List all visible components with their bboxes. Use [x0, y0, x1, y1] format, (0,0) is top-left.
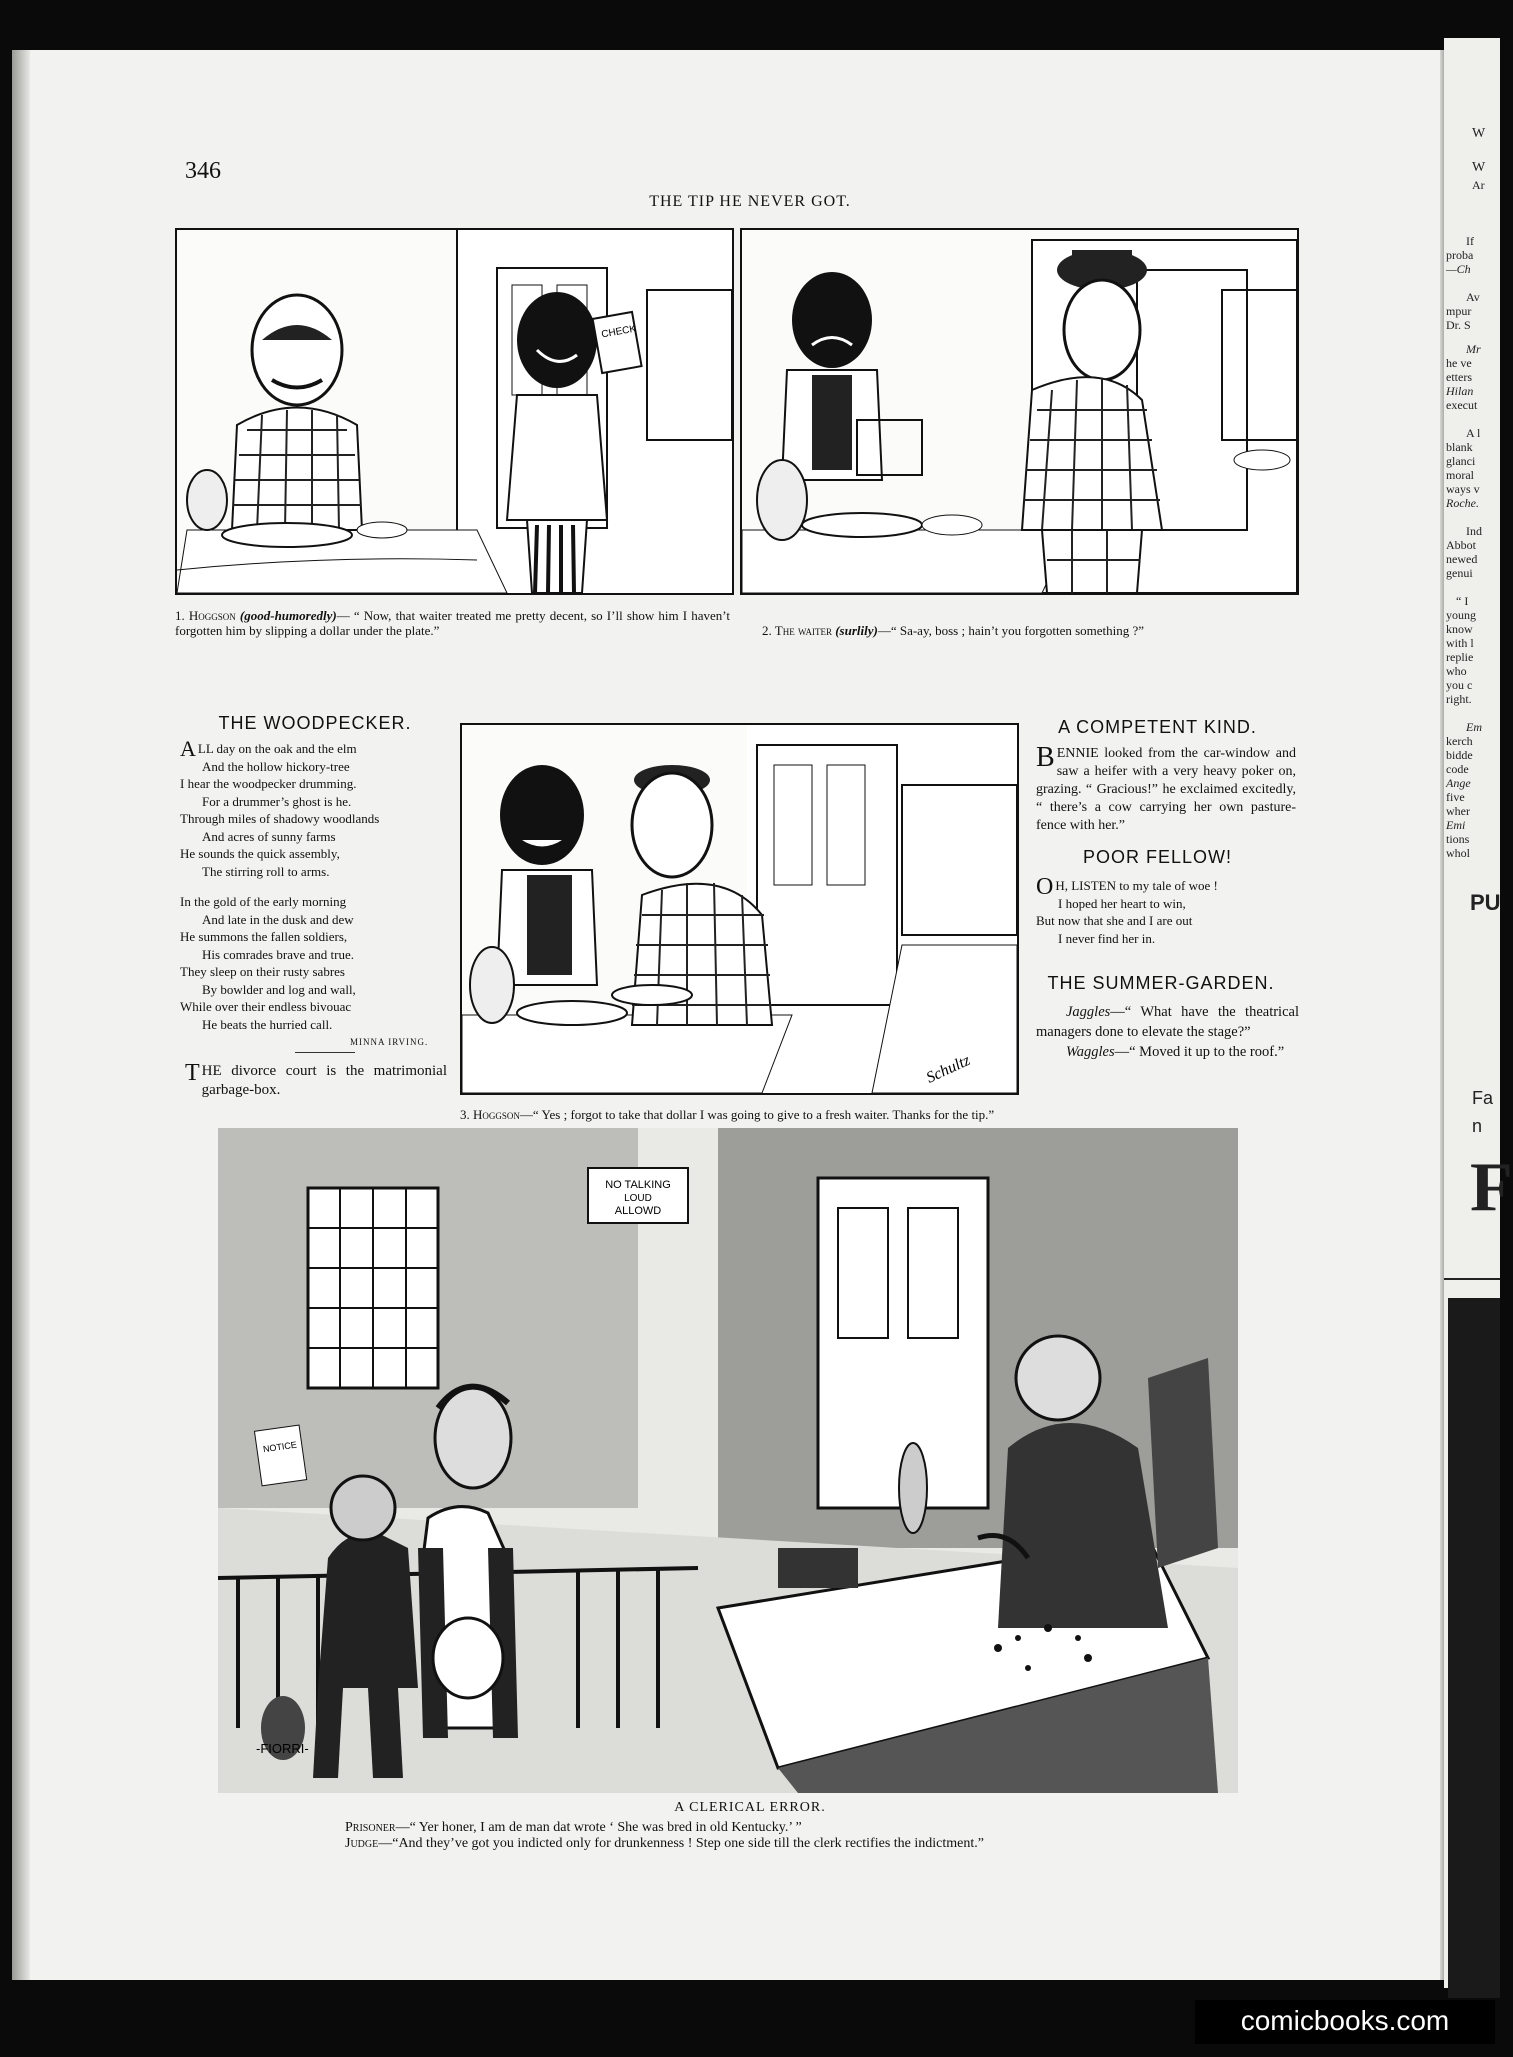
fragment: you c [1446, 678, 1473, 692]
drop-cap: O [1036, 874, 1054, 900]
poem-line: He summons the fallen soldiers, [180, 929, 348, 944]
fragment: tions [1446, 832, 1470, 846]
poem-title: THE WOODPECKER. [218, 713, 412, 733]
comic-panel-2 [740, 228, 1299, 595]
sign-line: LOUD [624, 1193, 652, 1204]
poem-line: In the gold of the early morning [180, 894, 347, 909]
joke-text: —“ What have the theatrical managers done to elevate the stage?” [1036, 1004, 1299, 1040]
poem-line: And the hollow hickory-tree [202, 758, 350, 774]
cartoon-dialog-prisoner [345, 1819, 802, 1836]
fragment: Mr [1466, 342, 1481, 356]
article-title: A COMPETENT KIND. [1058, 717, 1257, 737]
fragment: A l [1466, 426, 1481, 440]
comic-panel-3 [460, 723, 1019, 1095]
caption-panel-1 [175, 608, 730, 638]
fragment: young [1446, 608, 1476, 622]
fragment: execut [1446, 398, 1478, 412]
fragment: genui [1446, 566, 1473, 580]
fragment: kerch [1446, 734, 1473, 748]
fragment: —Ch [1446, 262, 1471, 276]
fragment: If [1466, 234, 1474, 248]
fragment: etters [1446, 370, 1472, 384]
caption-text: —“ Sa-ay, boss ; hain’t you forgotten something ?” [877, 623, 1145, 638]
divorce-joke [185, 1062, 447, 1100]
caption-speaker: 3. Hoggson [460, 1107, 520, 1122]
fragment: Fa [1472, 1088, 1494, 1108]
page-number: 346 [185, 158, 221, 184]
caption-text: — “ Now, that waiter treated me pretty decent, so I’ll show him I haven’t forgotten him by slipping a dollar under the plate.” [175, 608, 730, 638]
fragment: with l [1446, 636, 1474, 650]
fragment: Em [1466, 720, 1482, 734]
fragment: wher [1446, 804, 1470, 818]
fragment: Abbot [1446, 538, 1476, 552]
poem-line: He beats the hurried call. [202, 1016, 333, 1032]
fragment: who [1446, 664, 1467, 678]
fragment: ways v [1446, 482, 1480, 496]
poem-line: I hoped her heart to win, [1058, 895, 1186, 911]
fragment: Roche. [1446, 496, 1479, 510]
poem-line: H, LISTEN to my tale of woe ! [1055, 878, 1218, 893]
fragment: Emi [1446, 818, 1466, 832]
caption-manner: (good-humoredly) [239, 608, 337, 623]
poem-author: MINNA IRVING. [350, 1037, 429, 1047]
caption-speaker: 2. The waiter [762, 623, 832, 638]
cartoon-dialog-judge [345, 1835, 984, 1852]
article-title: THE SUMMER-GARDEN. [1047, 973, 1275, 993]
courtroom-cartoon [218, 1128, 1238, 1793]
caption-panel-2 [762, 623, 1302, 638]
fragment: whol [1446, 846, 1470, 860]
drop-cap: B [1036, 742, 1055, 773]
speaker-name: Waggles [1066, 1044, 1115, 1060]
fragment: newed [1446, 552, 1478, 566]
fragment: replie [1446, 650, 1474, 664]
poem-line: And late in the dusk and dew [202, 911, 354, 927]
summer-garden-joke [1036, 1002, 1299, 1062]
fragment: Dr. S [1446, 318, 1471, 332]
fragment: n [1472, 1116, 1483, 1136]
drop-cap: T [185, 1060, 200, 1086]
dialog-text: —“ Yer honer, I am de man dat wrote ‘ She was bred in old Kentucky.’ ” [395, 1820, 802, 1835]
site-watermark: comicbooks.com [1240, 2005, 1450, 2036]
poem-line: They sleep on their rusty sabres [180, 964, 345, 979]
fragment: blank [1446, 440, 1473, 454]
caption-speaker: 1. Hoggson [175, 608, 236, 623]
notice-text: NOTICE [262, 1439, 298, 1455]
fragment: F [1470, 1149, 1513, 1226]
artist-signature: -FIORRI- [256, 1741, 309, 1756]
fragment: glanci [1446, 454, 1476, 468]
running-title: THE TIP HE NEVER GOT. [649, 193, 851, 210]
woodpecker-poem [180, 736, 455, 1033]
facing-page-fragment [1444, 38, 1513, 1988]
sign-line: ALLOWD [614, 1205, 662, 1217]
poem-line: The stirring roll to arms. [202, 863, 330, 879]
fragment: Ind [1466, 524, 1482, 538]
fragment: mpur [1446, 304, 1472, 318]
joke-text: ENNIE looked from the car-window and saw a heifer with a very heavy poker on, grazing. “ Gracious!” he exclaimed excitedly, “ there’s a cow carrying her own pasture-fence with her.” [1036, 746, 1296, 833]
poem-line: Through miles of shadowy woodlands [180, 811, 380, 826]
poem-title: POOR FELLOW! [1082, 847, 1233, 867]
caption-panel-3 [460, 1107, 1015, 1122]
fragment: moral [1446, 468, 1474, 482]
poor-fellow-poem [1036, 874, 1296, 947]
fragment: proba [1446, 248, 1474, 262]
fragment: know [1446, 622, 1473, 636]
comic-panel-1 [175, 228, 734, 595]
fragment: he ve [1446, 356, 1472, 370]
fragment: PU [1470, 890, 1501, 915]
sign-line: NO TALKING [605, 1179, 671, 1191]
fragment: bidde [1446, 748, 1473, 762]
poem-line: He sounds the quick assembly, [180, 846, 340, 861]
check-label: CHECK [600, 323, 638, 341]
caption-manner: (surlily) [835, 623, 878, 638]
speaker-name: Jaggles [1066, 1004, 1111, 1020]
divider [295, 1052, 355, 1053]
speaker-label: Judge [345, 1836, 379, 1851]
fragment: five [1446, 790, 1465, 804]
poem-line: I hear the woodpecker drumming. [180, 776, 357, 791]
artist-signature: Schultz [923, 1051, 973, 1087]
drop-cap: A [180, 736, 196, 761]
poem-line: But now that she and I are out [1036, 913, 1193, 928]
fragment: Ar [1472, 178, 1485, 192]
poem-line: LL day on the oak and the elm [197, 741, 357, 756]
fragment: W [1472, 126, 1486, 141]
joke-text: HE divorce court is the matrimonial garbage-box. [201, 1063, 447, 1098]
fragment: W [1472, 160, 1486, 175]
poem-line: And acres of sunny farms [202, 828, 336, 844]
speaker-label: Prisoner [345, 1820, 396, 1835]
poem-line: By bowlder and log and wall, [202, 981, 356, 997]
fragment: Ange [1446, 776, 1471, 790]
cartoon-title: A CLERICAL ERROR. [674, 1800, 826, 1815]
poem-line: I never find her in. [1058, 930, 1156, 946]
page-edge-shadow [12, 50, 30, 1980]
fragment: Hilan [1446, 384, 1474, 398]
competent-joke [1036, 742, 1296, 835]
fragment: Av [1466, 290, 1480, 304]
joke-text: —“ Moved it up to the roof.” [1114, 1044, 1285, 1060]
fragment: right. [1446, 692, 1472, 706]
dialog-text: —“And they’ve got you indicted only for drunkenness ! Step one side till the clerk rectifies the indictment.” [378, 1836, 984, 1851]
poem-line: For a drummer’s ghost is he. [202, 793, 352, 809]
poem-line: While over their endless bivouac [180, 999, 352, 1014]
fragment: code [1446, 762, 1469, 776]
fragment: “ I [1456, 594, 1469, 608]
poem-line: His comrades brave and true. [202, 946, 354, 962]
caption-text: —“ Yes ; forgot to take that dollar I was going to give to a fresh waiter. Thanks for the tip.” [519, 1107, 995, 1122]
